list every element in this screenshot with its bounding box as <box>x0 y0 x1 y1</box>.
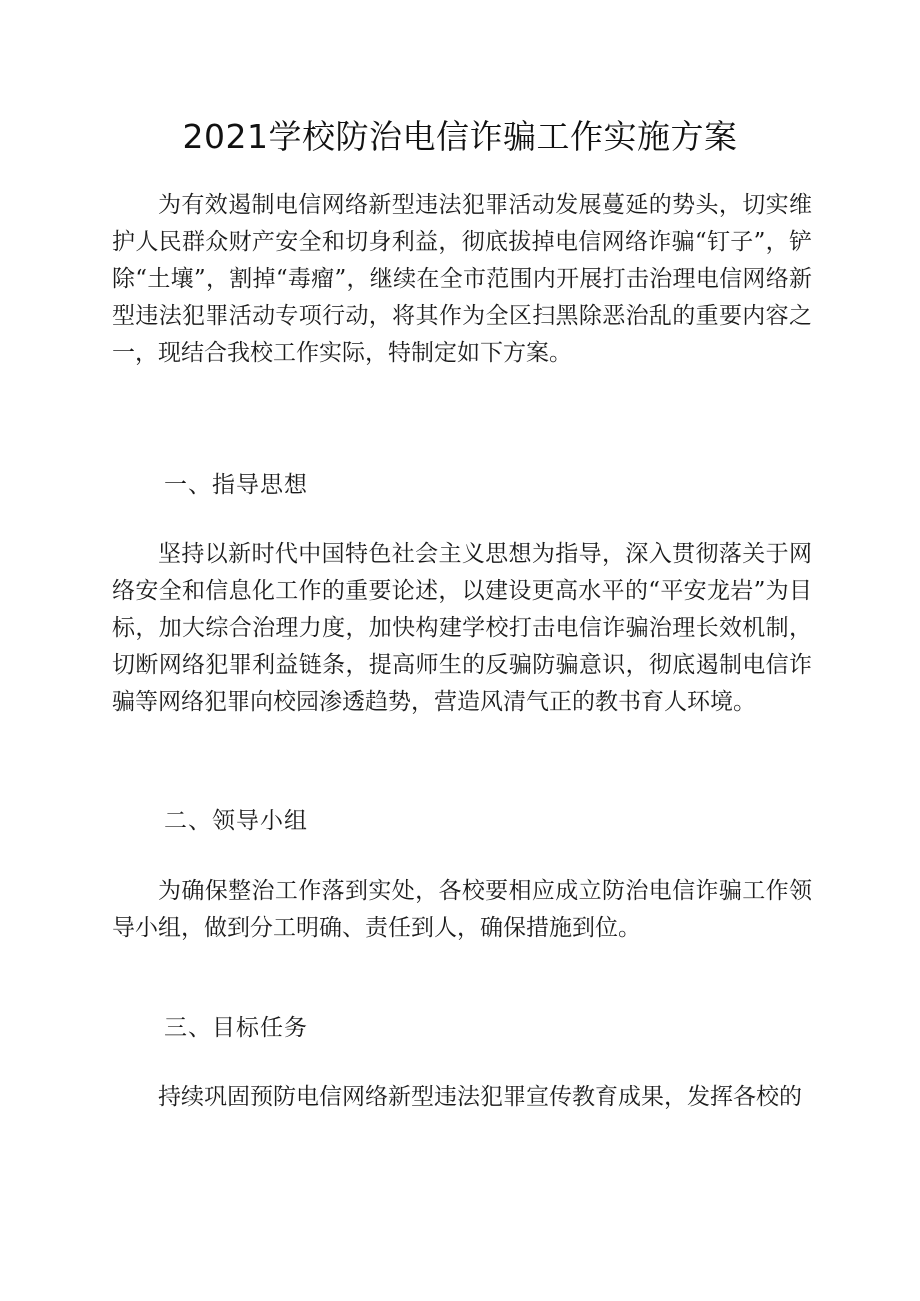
document-title: 2021学校防治电信诈骗工作实施方案 <box>182 117 738 156</box>
section-heading-leadership-group: 二、领导小组 <box>164 808 308 834</box>
section-body-goals-tasks: 持续巩固预防电信网络新型违法犯罪宣传教育成果，发挥各校的 <box>158 1084 802 1110</box>
intro-paragraph: 为有效遏制电信网络新型违法犯罪活动发展蔓延的势头，切实维护人民群众财产安全和切身利益，彻底拔掉电信网络诈骗“钉子”，铲除“土壤”，割掉“毒瘤”，继续在全市范围内开展打击治理电信网络新型违法犯罪活动专项行动，将其作为全区扫黑除恶治乱的重要内容之一，现结合我校工作实际，特制定如下方案。 <box>112 192 812 366</box>
section-heading-guiding-ideology: 一、指导思想 <box>164 472 308 498</box>
section-body-leadership-group: 为确保整治工作落到实处，各校要相应成立防治电信诈骗工作领导小组，做到分工明确、责任到人，确保措施到位。 <box>112 878 812 941</box>
section-heading-goals-tasks: 三、目标任务 <box>164 1015 308 1041</box>
section-body-guiding-ideology: 坚持以新时代中国特色社会主义思想为指导，深入贯彻落关于网络安全和信息化工作的重要论述，以建设更高水平的“平安龙岩”为目标，加大综合治理力度，加快构建学校打击电信诈骗治理长效机制，切断网络犯罪利益链条，提高师生的反骗防骗意识，彻底遏制电信诈骗等网络犯罪向校园渗透趋势，营造风清气正的教书育人环境。 <box>112 541 812 715</box>
